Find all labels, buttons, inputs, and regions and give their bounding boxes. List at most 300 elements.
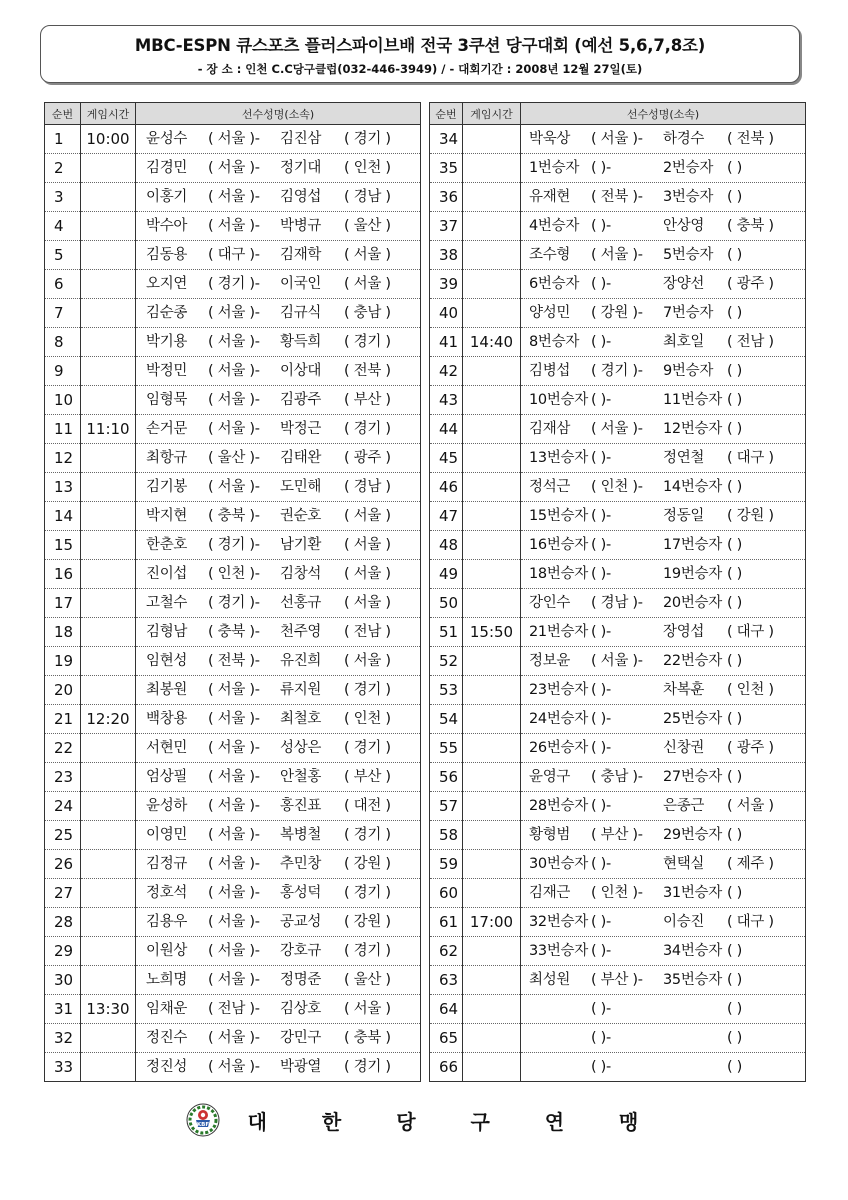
player-1-name: 최봉원 bbox=[146, 681, 188, 698]
player-1-region: ( 서울 )- bbox=[208, 1029, 260, 1046]
table-row bbox=[430, 125, 806, 154]
player-1-region: ( 경남 )- bbox=[591, 594, 643, 611]
col-header-players: 선수성명(소속) bbox=[136, 103, 421, 125]
player-2-name bbox=[663, 1025, 727, 1052]
player-2-region: ( 울산 ) bbox=[344, 217, 391, 234]
player-2-name: 박병규 bbox=[280, 217, 322, 234]
footer bbox=[0, 1100, 848, 1140]
player-2-region: ( 서울 ) bbox=[344, 536, 391, 553]
game-time bbox=[81, 618, 136, 647]
player-1-region: ( )- bbox=[591, 217, 611, 234]
table-row bbox=[430, 647, 806, 676]
match-number: 5 bbox=[45, 241, 81, 270]
game-time bbox=[81, 1053, 136, 1082]
match-number: 13 bbox=[45, 473, 81, 502]
game-time bbox=[463, 386, 521, 415]
player-1-name: 16번승자 bbox=[529, 536, 588, 553]
player-1-region: ( 서울 )- bbox=[591, 652, 643, 669]
match-number: 63 bbox=[430, 966, 463, 995]
player-pairing bbox=[521, 473, 806, 502]
col-header-num: 순번 bbox=[430, 103, 463, 125]
player-pairing bbox=[136, 879, 421, 908]
game-time bbox=[463, 734, 521, 763]
game-time bbox=[81, 328, 136, 357]
game-time bbox=[81, 183, 136, 212]
player-1-name: 김재삼 bbox=[529, 420, 571, 437]
logo-text: KBF bbox=[196, 1122, 209, 1128]
player-pairing bbox=[136, 502, 421, 531]
player-2-region: ( 경기 ) bbox=[344, 420, 391, 437]
player-2-region: ( 울산 ) bbox=[344, 971, 391, 988]
match-number: 32 bbox=[45, 1024, 81, 1053]
player-pairing bbox=[521, 212, 806, 241]
player-1-region: ( 서울 )- bbox=[208, 739, 260, 756]
player-1-name: 김병섭 bbox=[529, 362, 571, 379]
game-time bbox=[81, 212, 136, 241]
player-1-name: 정호석 bbox=[146, 884, 188, 901]
player-1-name: 양성민 bbox=[529, 304, 571, 321]
match-number: 23 bbox=[45, 763, 81, 792]
match-number: 55 bbox=[430, 734, 463, 763]
player-pairing bbox=[521, 386, 806, 415]
player-1-name: 26번승자 bbox=[529, 739, 588, 756]
player-1-region: ( 서울 )- bbox=[208, 826, 260, 843]
match-number: 64 bbox=[430, 995, 463, 1024]
player-1-region: ( 서울 )- bbox=[208, 855, 260, 872]
table-row bbox=[45, 850, 421, 879]
player-2-name: 홍성덕 bbox=[280, 884, 322, 901]
player-2-name: 이국인 bbox=[280, 275, 322, 292]
table-row bbox=[45, 937, 421, 966]
match-number: 37 bbox=[430, 212, 463, 241]
player-pairing bbox=[521, 705, 806, 734]
player-1-region: ( 서울 )- bbox=[208, 130, 260, 147]
player-2-name: 공교성 bbox=[280, 913, 322, 930]
player-2-region: ( ) bbox=[727, 159, 743, 176]
player-2-name: 안철홍 bbox=[280, 768, 322, 785]
match-number: 38 bbox=[430, 241, 463, 270]
player-2-region: ( ) bbox=[727, 565, 743, 582]
table-row bbox=[45, 966, 421, 995]
table-row bbox=[430, 357, 806, 386]
player-pairing bbox=[521, 937, 806, 966]
player-2-name: 김태완 bbox=[280, 449, 322, 466]
table-row bbox=[430, 1024, 806, 1053]
match-number: 3 bbox=[45, 183, 81, 212]
match-number: 11 bbox=[45, 415, 81, 444]
player-1-name: 백창용 bbox=[146, 710, 188, 727]
player-pairing bbox=[521, 647, 806, 676]
player-2-region: ( ) bbox=[727, 246, 743, 263]
player-2-name: 9번승자 bbox=[663, 362, 714, 379]
col-header-time: 게임시간 bbox=[463, 103, 521, 125]
table-row bbox=[45, 589, 421, 618]
player-1-name bbox=[529, 996, 591, 1023]
player-2-region: ( 강원 ) bbox=[727, 507, 774, 524]
table-row bbox=[430, 850, 806, 879]
player-1-region: ( )- bbox=[591, 797, 611, 814]
game-time bbox=[463, 879, 521, 908]
table-row bbox=[430, 879, 806, 908]
player-1-region: ( 서울 )- bbox=[591, 420, 643, 437]
table-row bbox=[45, 299, 421, 328]
match-number: 43 bbox=[430, 386, 463, 415]
player-pairing bbox=[521, 415, 806, 444]
player-2-name: 김영섭 bbox=[280, 188, 322, 205]
header-row bbox=[430, 103, 806, 125]
player-2-region: ( 경기 ) bbox=[344, 739, 391, 756]
player-2-region: ( 대전 ) bbox=[344, 797, 391, 814]
player-pairing bbox=[136, 966, 421, 995]
player-1-name: 32번승자 bbox=[529, 913, 588, 930]
player-2-name: 22번승자 bbox=[663, 652, 722, 669]
player-2-name: 3번승자 bbox=[663, 188, 714, 205]
player-1-region: ( 경기 )- bbox=[208, 594, 260, 611]
game-time bbox=[81, 473, 136, 502]
player-1-name: 정석근 bbox=[529, 478, 571, 495]
player-1-region: ( 서울 )- bbox=[208, 362, 260, 379]
player-pairing bbox=[521, 502, 806, 531]
player-1-region: ( 서울 )- bbox=[208, 478, 260, 495]
player-1-name: 23번승자 bbox=[529, 681, 588, 698]
match-number: 31 bbox=[45, 995, 81, 1024]
player-pairing bbox=[521, 1053, 806, 1082]
game-time bbox=[81, 792, 136, 821]
game-time bbox=[463, 995, 521, 1024]
player-1-name: 한춘호 bbox=[146, 536, 188, 553]
player-1-name: 조수형 bbox=[529, 246, 571, 263]
table-row bbox=[45, 676, 421, 705]
player-2-region: ( ) bbox=[727, 1000, 743, 1017]
player-2-name: 천주영 bbox=[280, 623, 322, 640]
player-pairing bbox=[521, 821, 806, 850]
player-2-name: 19번승자 bbox=[663, 565, 722, 582]
game-time bbox=[81, 299, 136, 328]
game-time bbox=[463, 212, 521, 241]
game-time: 10:00 bbox=[81, 125, 136, 154]
match-number: 4 bbox=[45, 212, 81, 241]
player-2-region: ( ) bbox=[727, 1029, 743, 1046]
table-row bbox=[430, 763, 806, 792]
player-2-name: 도민해 bbox=[280, 478, 322, 495]
player-1-region: ( )- bbox=[591, 536, 611, 553]
player-2-region: ( 인천 ) bbox=[727, 681, 774, 698]
game-time: 14:40 bbox=[463, 328, 521, 357]
player-1-name: 박정민 bbox=[146, 362, 188, 379]
match-number: 54 bbox=[430, 705, 463, 734]
player-pairing bbox=[521, 792, 806, 821]
player-2-name: 강호규 bbox=[280, 942, 322, 959]
player-1-name: 정진성 bbox=[146, 1058, 188, 1075]
player-1-name: 30번승자 bbox=[529, 855, 588, 872]
game-time bbox=[81, 444, 136, 473]
schedule-body-right bbox=[430, 125, 806, 1082]
player-1-region: ( 서울 )- bbox=[208, 304, 260, 321]
game-time bbox=[463, 473, 521, 502]
player-2-name bbox=[663, 996, 727, 1023]
player-pairing bbox=[136, 241, 421, 270]
player-pairing bbox=[521, 183, 806, 212]
table-row bbox=[45, 792, 421, 821]
player-2-name: 안상영 bbox=[663, 217, 705, 234]
player-2-name: 정명준 bbox=[280, 971, 322, 988]
player-2-region: ( ) bbox=[727, 884, 743, 901]
player-2-name: 김광주 bbox=[280, 391, 322, 408]
game-time bbox=[81, 560, 136, 589]
game-time bbox=[81, 676, 136, 705]
player-1-region: ( 서울 )- bbox=[208, 710, 260, 727]
player-2-name: 35번승자 bbox=[663, 971, 722, 988]
player-pairing bbox=[136, 705, 421, 734]
game-time: 12:20 bbox=[81, 705, 136, 734]
match-number: 18 bbox=[45, 618, 81, 647]
kbf-emblem-icon bbox=[186, 1103, 220, 1137]
game-time bbox=[81, 502, 136, 531]
table-row bbox=[45, 328, 421, 357]
player-2-region: ( 서울 ) bbox=[344, 565, 391, 582]
player-2-region: ( 서울 ) bbox=[344, 1000, 391, 1017]
player-pairing bbox=[521, 299, 806, 328]
game-time bbox=[81, 850, 136, 879]
table-row bbox=[45, 212, 421, 241]
player-2-name: 정기대 bbox=[280, 159, 322, 176]
game-time bbox=[81, 966, 136, 995]
player-pairing bbox=[136, 328, 421, 357]
player-pairing bbox=[521, 357, 806, 386]
match-number: 15 bbox=[45, 531, 81, 560]
player-2-name: 25번승자 bbox=[663, 710, 722, 727]
match-number: 42 bbox=[430, 357, 463, 386]
player-pairing bbox=[136, 1024, 421, 1053]
game-time bbox=[81, 357, 136, 386]
table-row bbox=[45, 531, 421, 560]
player-2-region: ( ) bbox=[727, 710, 743, 727]
player-2-name: 정연철 bbox=[663, 449, 705, 466]
player-2-region: ( 전북 ) bbox=[344, 362, 391, 379]
player-2-region: ( ) bbox=[727, 478, 743, 495]
match-number: 10 bbox=[45, 386, 81, 415]
table-row bbox=[430, 676, 806, 705]
match-number: 65 bbox=[430, 1024, 463, 1053]
table-row bbox=[430, 154, 806, 183]
match-number: 28 bbox=[45, 908, 81, 937]
game-time bbox=[463, 154, 521, 183]
game-time bbox=[463, 792, 521, 821]
player-2-name: 최호일 bbox=[663, 333, 705, 350]
player-pairing bbox=[136, 1053, 421, 1082]
player-1-region: ( )- bbox=[591, 913, 611, 930]
match-number: 34 bbox=[430, 125, 463, 154]
table-row bbox=[430, 1053, 806, 1082]
player-2-region: ( 제주 ) bbox=[727, 855, 774, 872]
player-1-region: ( 서울 )- bbox=[208, 391, 260, 408]
match-number: 30 bbox=[45, 966, 81, 995]
player-1-name: 1번승자 bbox=[529, 159, 580, 176]
player-1-region: ( 부산 )- bbox=[591, 971, 643, 988]
player-1-name: 24번승자 bbox=[529, 710, 588, 727]
player-2-region: ( 서울 ) bbox=[344, 275, 391, 292]
game-time bbox=[81, 908, 136, 937]
table-row bbox=[430, 270, 806, 299]
player-pairing bbox=[521, 1024, 806, 1053]
player-pairing bbox=[136, 473, 421, 502]
table-row bbox=[430, 734, 806, 763]
player-2-name: 최철호 bbox=[280, 710, 322, 727]
player-1-region: ( 전북 )- bbox=[591, 188, 643, 205]
player-1-name: 엄상필 bbox=[146, 768, 188, 785]
player-1-name: 진이섭 bbox=[146, 565, 188, 582]
match-number: 50 bbox=[430, 589, 463, 618]
player-pairing bbox=[136, 589, 421, 618]
schedule-table-right bbox=[429, 102, 806, 1082]
player-1-name bbox=[529, 1025, 591, 1052]
game-time bbox=[463, 125, 521, 154]
game-time bbox=[463, 531, 521, 560]
schedule-table-left bbox=[44, 102, 421, 1082]
player-2-name: 이승진 bbox=[663, 913, 705, 930]
table-row bbox=[45, 705, 421, 734]
player-pairing bbox=[136, 734, 421, 763]
player-pairing bbox=[521, 734, 806, 763]
player-2-region: ( ) bbox=[727, 942, 743, 959]
player-1-region: ( )- bbox=[591, 507, 611, 524]
match-number: 27 bbox=[45, 879, 81, 908]
player-1-name: 김용우 bbox=[146, 913, 188, 930]
player-2-name: 김규식 bbox=[280, 304, 322, 321]
table-row bbox=[45, 1053, 421, 1082]
player-pairing bbox=[136, 763, 421, 792]
player-1-region: ( 충북 )- bbox=[208, 623, 260, 640]
player-2-name: 박광열 bbox=[280, 1058, 322, 1075]
game-time bbox=[463, 357, 521, 386]
player-1-region: ( 서울 )- bbox=[208, 942, 260, 959]
table-row bbox=[45, 473, 421, 502]
game-time bbox=[463, 270, 521, 299]
table-row bbox=[45, 734, 421, 763]
player-1-name: 윤성하 bbox=[146, 797, 188, 814]
player-1-region: ( )- bbox=[591, 275, 611, 292]
player-1-region: ( )- bbox=[591, 1029, 611, 1046]
player-1-name: 박지현 bbox=[146, 507, 188, 524]
match-number: 20 bbox=[45, 676, 81, 705]
player-pairing bbox=[521, 270, 806, 299]
player-2-name: 장양선 bbox=[663, 275, 705, 292]
table-row bbox=[45, 618, 421, 647]
player-1-region: ( 대구 )- bbox=[208, 246, 260, 263]
match-number: 12 bbox=[45, 444, 81, 473]
match-number: 57 bbox=[430, 792, 463, 821]
player-2-region: ( 전북 ) bbox=[727, 130, 774, 147]
player-1-region: ( 서울 )- bbox=[208, 1058, 260, 1075]
player-1-region: ( 강원 )- bbox=[591, 304, 643, 321]
player-pairing bbox=[136, 995, 421, 1024]
game-time bbox=[463, 299, 521, 328]
player-2-region: ( 전남 ) bbox=[344, 623, 391, 640]
player-pairing bbox=[521, 850, 806, 879]
player-1-region: ( 서울 )- bbox=[208, 884, 260, 901]
match-number: 2 bbox=[45, 154, 81, 183]
player-1-region: ( )- bbox=[591, 1058, 611, 1075]
player-1-name: 노희명 bbox=[146, 971, 188, 988]
game-time bbox=[81, 763, 136, 792]
player-pairing bbox=[136, 618, 421, 647]
player-2-region: ( 충북 ) bbox=[727, 217, 774, 234]
match-number: 62 bbox=[430, 937, 463, 966]
table-row bbox=[430, 444, 806, 473]
player-1-name: 18번승자 bbox=[529, 565, 588, 582]
player-2-name: 5번승자 bbox=[663, 246, 714, 263]
game-time bbox=[463, 183, 521, 212]
table-row bbox=[45, 241, 421, 270]
table-row bbox=[430, 212, 806, 241]
player-1-name: 김정규 bbox=[146, 855, 188, 872]
player-1-region: ( 전북 )- bbox=[208, 652, 260, 669]
game-time bbox=[463, 676, 521, 705]
player-1-region: ( 서울 )- bbox=[208, 797, 260, 814]
table-row bbox=[45, 270, 421, 299]
player-pairing bbox=[136, 560, 421, 589]
table-row bbox=[430, 618, 806, 647]
player-1-name: 김형남 bbox=[146, 623, 188, 640]
player-1-region: ( 서울 )- bbox=[208, 333, 260, 350]
player-2-region: ( ) bbox=[727, 362, 743, 379]
match-number: 36 bbox=[430, 183, 463, 212]
player-pairing bbox=[521, 444, 806, 473]
page-title: MBC-ESPN 큐스포츠 플러스파이브배 전국 3쿠션 당구대회 (예선 5,6,7,8조) bbox=[134, 36, 706, 55]
match-number: 58 bbox=[430, 821, 463, 850]
table-row bbox=[45, 183, 421, 212]
player-1-name: 13번승자 bbox=[529, 449, 588, 466]
player-2-region: ( 서울 ) bbox=[727, 797, 774, 814]
player-pairing bbox=[521, 125, 806, 154]
player-1-name: 임현성 bbox=[146, 652, 188, 669]
game-time bbox=[81, 821, 136, 850]
player-2-name: 박정근 bbox=[280, 420, 322, 437]
player-pairing bbox=[521, 531, 806, 560]
player-pairing bbox=[521, 328, 806, 357]
player-1-region: ( )- bbox=[591, 333, 611, 350]
player-2-name: 14번승자 bbox=[663, 478, 722, 495]
game-time: 15:50 bbox=[463, 618, 521, 647]
player-2-region: ( ) bbox=[727, 391, 743, 408]
player-2-name: 추민창 bbox=[280, 855, 322, 872]
game-time bbox=[81, 386, 136, 415]
player-1-region: ( 서울 )- bbox=[591, 246, 643, 263]
player-1-name: 15번승자 bbox=[529, 507, 588, 524]
player-2-region: ( 경기 ) bbox=[344, 942, 391, 959]
schedule-body-left bbox=[45, 125, 421, 1082]
player-1-name: 최항규 bbox=[146, 449, 188, 466]
player-1-name: 황형범 bbox=[529, 826, 571, 843]
player-1-name: 김경민 bbox=[146, 159, 188, 176]
match-number: 52 bbox=[430, 647, 463, 676]
player-2-region: ( 서울 ) bbox=[344, 507, 391, 524]
player-pairing bbox=[136, 299, 421, 328]
table-row bbox=[45, 357, 421, 386]
player-1-region: ( 경기 )- bbox=[208, 536, 260, 553]
player-1-name: 10번승자 bbox=[529, 391, 588, 408]
game-time bbox=[81, 270, 136, 299]
player-1-name: 이홍기 bbox=[146, 188, 188, 205]
table-row bbox=[430, 328, 806, 357]
table-row bbox=[45, 125, 421, 154]
match-number: 29 bbox=[45, 937, 81, 966]
player-2-name: 31번승자 bbox=[663, 884, 722, 901]
player-1-region: ( 서울 )- bbox=[591, 130, 643, 147]
player-1-name: 8번승자 bbox=[529, 333, 580, 350]
player-1-region: ( 서울 )- bbox=[208, 768, 260, 785]
player-pairing bbox=[136, 647, 421, 676]
